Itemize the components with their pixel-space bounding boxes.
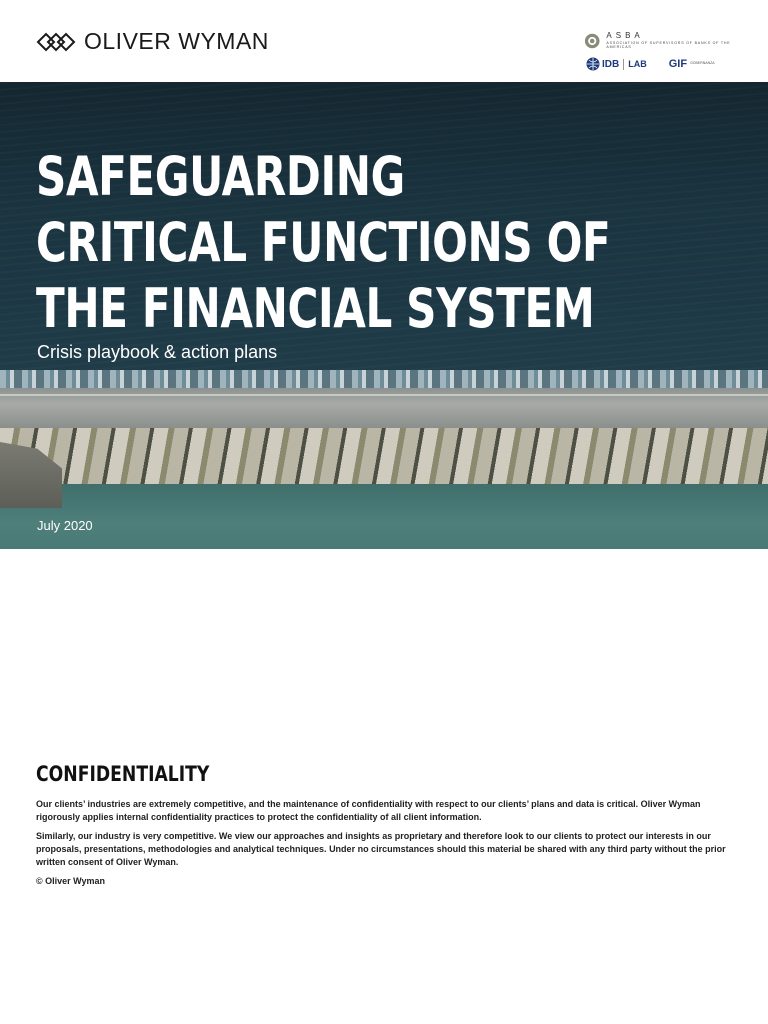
asba-name: ASBA xyxy=(606,31,644,41)
page-header xyxy=(0,0,768,82)
partner-logos xyxy=(584,32,744,74)
title-line: SAFEGUARDING xyxy=(36,145,405,208)
asba-full-name: ASSOCIATION OF SUPERVISORS OF BANKS OF THE AMERICAS xyxy=(606,41,731,49)
idb-gif-logos xyxy=(586,57,726,71)
oliver-wyman-logo xyxy=(36,28,269,55)
page-subtitle: Crisis playbook & action plans xyxy=(37,342,278,362)
brand-name: OLIVER WYMAN xyxy=(84,28,269,54)
hero-cover-image xyxy=(0,82,768,549)
dam-face xyxy=(0,428,768,484)
idb-globe-icon xyxy=(586,57,600,71)
title-line: CRITICAL FUNCTIONS OF xyxy=(36,211,611,274)
confidentiality-heading: CONFIDENTIALITY xyxy=(36,762,210,786)
asba-logo xyxy=(584,32,744,50)
idb-label: IDB xyxy=(602,58,620,70)
asba-seal-icon xyxy=(584,32,600,50)
title-line: THE FINANCIAL SYSTEM xyxy=(36,277,595,340)
dam-railing xyxy=(0,394,768,396)
confidentiality-paragraph: Similarly, our industry is very competitive. We view our approaches and insights as proprietary and therefore look to our clients to protect our interests in our proposals, presentations, methodologies and analytical techniques. Under no circumstances should this material be shared with any third party without the prior written consent of Oliver Wyman. xyxy=(36,831,726,867)
copyright-notice: © Oliver Wyman xyxy=(36,876,105,886)
publication-date: July 2020 xyxy=(37,518,93,533)
downstream-water xyxy=(0,484,768,549)
confidentiality-paragraph: Our clients’ industries are extremely competitive, and the maintenance of confidentiality with respect to our clients’ plans and data is critical. Oliver Wyman rigorously applies internal confidentiality practices to protect the confidentiality of all client information. xyxy=(36,799,701,822)
lab-label: LAB xyxy=(628,59,647,69)
gif-label: GIF xyxy=(668,58,688,70)
confidentiality-section xyxy=(36,762,736,894)
gif-subtitle: GOBERNANZA xyxy=(690,61,715,66)
dam-top-equipment xyxy=(0,370,768,388)
logo-divider xyxy=(623,59,624,70)
page-title xyxy=(36,144,644,342)
oliver-wyman-logo-icon xyxy=(36,30,76,54)
